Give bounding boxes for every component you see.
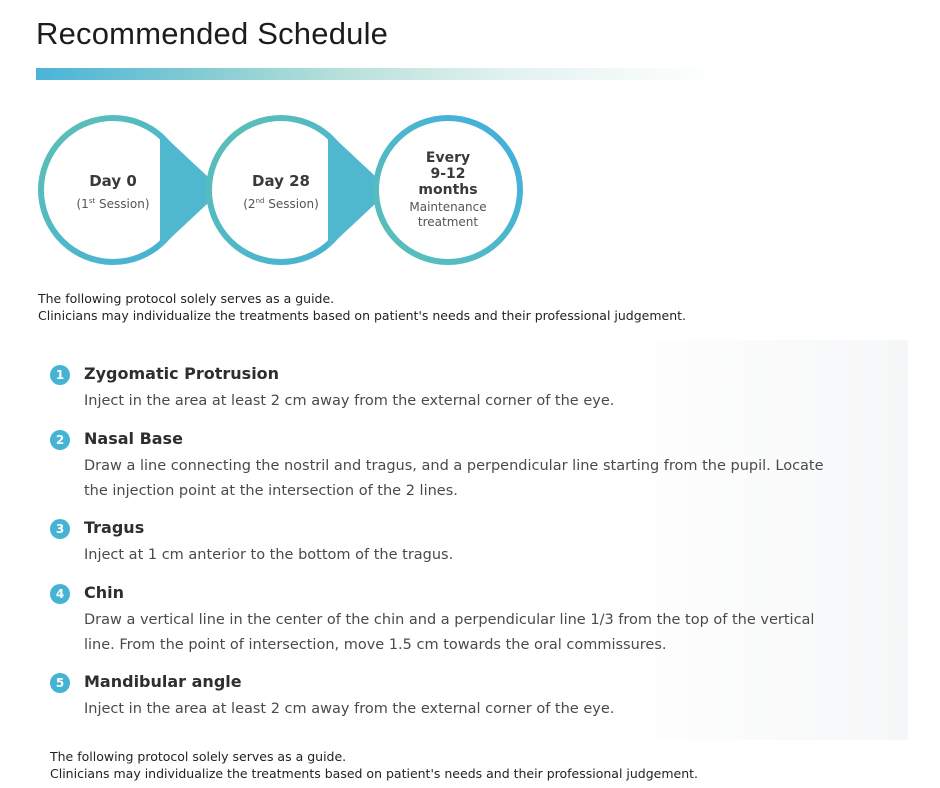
step-3-text xyxy=(388,150,508,230)
guide-note-bottom xyxy=(50,748,698,782)
step-3-label-line2: 9-12 xyxy=(430,166,466,182)
step-1-sublabel: (1st Session) xyxy=(76,197,150,211)
guide-note-line2: Clinicians may individualize the treatments based on patient's needs and their professional judgement. xyxy=(38,308,687,323)
number-badge: 5 xyxy=(50,673,70,693)
guide-note-line2: Clinicians may individualize the treatments based on patient's needs and their professional judgement. xyxy=(50,766,699,781)
schedule-circles-graphic xyxy=(0,0,560,280)
number-badge: 4 xyxy=(50,584,70,604)
item-title: Chin xyxy=(84,583,125,602)
guide-note-top xyxy=(38,290,686,324)
number-badge: 2 xyxy=(50,430,70,450)
number-badge: 1 xyxy=(50,365,70,385)
step-2-text xyxy=(221,173,341,212)
step-3-label-line1: Every xyxy=(425,150,471,166)
item-title: Mandibular angle xyxy=(84,672,242,691)
item-title: Zygomatic Protrusion xyxy=(84,364,280,383)
item-description: Draw a vertical line in the center of the chin and a perpendicular line 1/3 from the top of the vertical line. From the point of intersection, move 1.5 cm towards the oral commissures. xyxy=(84,612,815,653)
step-2-label: Day 28 xyxy=(252,172,310,190)
item-title: Tragus xyxy=(84,518,145,537)
step-3-label-line3: months xyxy=(418,182,478,198)
guide-note-line1: The following protocol solely serves as a guide. xyxy=(50,749,347,764)
step-2-sublabel: (2nd Session) xyxy=(243,197,319,211)
item-title: Nasal Base xyxy=(84,429,183,448)
item-description: Inject in the area at least 2 cm away from the external corner of the eye. xyxy=(84,701,615,717)
step-3-sublabel-line1: Maintenance xyxy=(409,200,487,214)
item-description: Inject in the area at least 2 cm away from the external corner of the eye. xyxy=(84,393,615,409)
number-badge: 3 xyxy=(50,519,70,539)
step-1-text xyxy=(53,173,173,212)
step-1-label: Day 0 xyxy=(89,172,137,190)
schedule-steps xyxy=(0,0,560,280)
page-title: Recommended Schedule xyxy=(36,16,389,51)
step-3-sublabel-line2: treatment xyxy=(417,215,479,229)
item-description: Inject at 1 cm anterior to the bottom of the tragus. xyxy=(84,547,454,563)
guide-note-line1: The following protocol solely serves as a guide. xyxy=(38,291,335,306)
item-description: Draw a line connecting the nostril and tragus, and a perpendicular line starting from the pupil. Locate the injection point at the intersection of the 2 lines. xyxy=(84,458,824,499)
